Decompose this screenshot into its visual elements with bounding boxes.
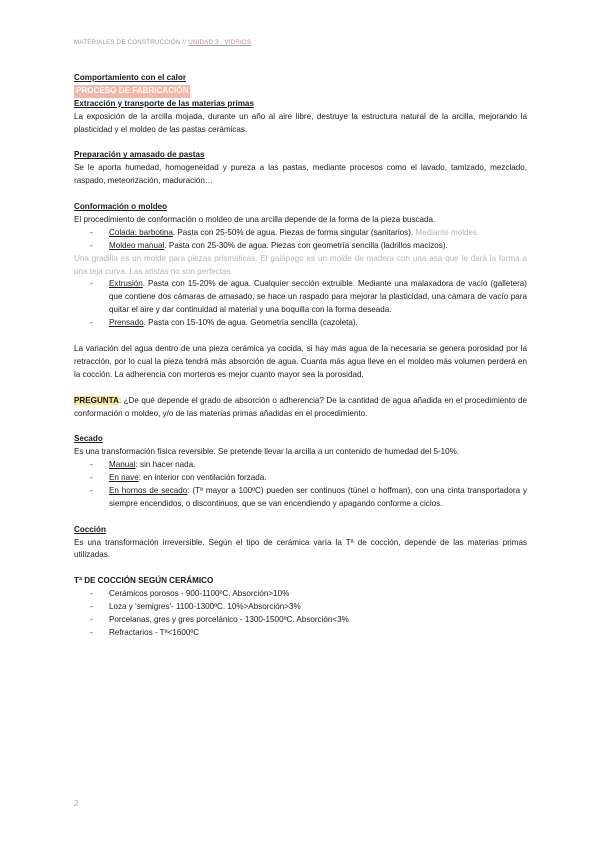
- section-title-calor: Comportamiento con el calor: [74, 73, 186, 82]
- list-item: [74, 459, 527, 472]
- list-marker: -: [90, 460, 93, 470]
- paragraph-preparacion: Se le aporta humedad, homogeneidad y pureza a las pastas, mediante procesos como el lavado, tamizado, mezclado, raspado, meteorización, maduración…: [74, 163, 527, 186]
- list-marker: -: [90, 318, 93, 328]
- header-unit-link[interactable]: UNIDAD 3 . VIDRIOS: [188, 39, 252, 46]
- term-en-nave: En nave: [109, 473, 139, 483]
- paragraph-conformacion-intro: El procedimiento de conformación o moldeo de una arcilla depende de la forma de la pieza buscada.: [74, 214, 436, 224]
- paragraph-coccion: Es una transformación irreversible. Según el tipo de cerámica varía la Tª de cocción, depende de las materias primas utilizadas.: [74, 537, 527, 560]
- list-item: [74, 317, 527, 330]
- list-marker: -: [90, 485, 93, 495]
- term-colada: Colada: barbotina: [109, 227, 173, 237]
- list-marker: -: [90, 602, 93, 612]
- item-text: . Pasta con 25-30% de agua. Piezas con geometría sencilla (ladrillos macizos).: [164, 240, 448, 250]
- list-temperaturas: [74, 588, 527, 640]
- item-text: Refractarios - Tª<1600ºC: [109, 627, 200, 637]
- section-title-preparacion: Preparación y amasado de pastas: [74, 150, 205, 160]
- section-title-secado: Secado: [74, 434, 103, 444]
- item-text: : (Tª mayor a 100ºC) pueden ser continuos (túnel o hoffman), con una cinta transportadora y siempre encendidos, o discontinuos, que se van encendiendo y apagando conforme a ciclos.: [109, 485, 527, 508]
- list-item: [74, 278, 527, 317]
- header-prefix: MATERIALES DE CONSTRUCCIÓN //: [74, 39, 189, 46]
- item-text: . Pasta con 25-50% de agua. Piezas de forma singular (sanitarios).: [172, 227, 416, 237]
- list-marker: -: [90, 227, 93, 237]
- list-secado-methods: [74, 459, 527, 511]
- list-item: [74, 627, 527, 640]
- paragraph-extraccion: La exposición de la arcilla mojada, durante un año al aire libre, destruye la estructura natural de la arcilla, mejorando la plasticidad y el moldeo de las pastas cerámicas.: [74, 111, 527, 134]
- list-marker: -: [90, 614, 93, 624]
- list-marker: -: [90, 627, 93, 637]
- paragraph-variacion-agua: La variación del agua dentro de una pieza cerámica ya cocida, si hay más agua de la necesaria se genera porosidad por la retracción, por lo cual la pieza tendrá más absorción de agua. Cuanta más agua lleve en el moldeo más volumen perderá en la cocción. La adherencia con morteros es mejor cuanto mayor sea la porosidad.: [74, 343, 527, 379]
- list-item: [74, 240, 527, 253]
- list-item: [74, 227, 527, 240]
- list-item: [74, 485, 527, 511]
- paragraph-secado-intro: Es una transformación física reversible. Se pretende llevar la arcilla a un contenido de humedad del 5-10%.: [74, 447, 460, 457]
- list-item: [74, 601, 527, 614]
- term-prensado: Prensado: [109, 318, 144, 328]
- item-text: . Pasta con 15-10% de agua. Geometría sencilla (cazoleta).: [143, 318, 358, 328]
- section-banner-fabricacion: PROCESO DE FABRICACIÓN: [74, 85, 190, 98]
- section-title-conformacion: Conformación o moldeo: [74, 202, 168, 212]
- pregunta-text: : ¿De qué depende el grado de absorción o adherencia? De la cantidad de agua añadida en el procedimiento de conformación o moldeo, y/o de las materias primas añadidas en el procedimiento.: [74, 395, 527, 418]
- list-item: [74, 588, 527, 601]
- list-marker: -: [90, 279, 93, 289]
- note-gradilla: Una gradilla es un molde para piezas prismáticas. El galápago es un molde de madera con una asa que le dará la forma a una teja curva. Las aristas no son perfectas.: [74, 253, 527, 276]
- list-marker: -: [90, 589, 93, 599]
- list-marker: -: [90, 240, 93, 250]
- paragraph-pregunta: [74, 395, 527, 421]
- section-title-temperaturas: Tª DE COCCIÓN SEGÚN CERÁMICO: [74, 576, 214, 586]
- item-note: Mediante moldes.: [415, 227, 480, 237]
- list-item: [74, 472, 527, 485]
- term-manual: Manual: [109, 460, 136, 470]
- pregunta-label: PREGUNTA: [74, 395, 119, 405]
- item-text: Loza y 'semigres'- 1100-1300ºC. 10%>Absorción>3%: [109, 602, 301, 612]
- list-conformacion-methods: [74, 227, 527, 253]
- list-conformacion-methods-2: [74, 278, 527, 330]
- item-text: : en interior con ventilación forzada.: [138, 473, 267, 483]
- document-body: [74, 72, 527, 640]
- item-text: Cerámicos porosos - 900-1100ºC. Absorción>10%: [109, 589, 290, 599]
- section-title-extraccion: Extracción y transporte de las materias primas: [74, 98, 254, 108]
- term-extrusion: Extrusión: [109, 279, 143, 289]
- term-moldeo-manual: Moldeo manual: [109, 240, 165, 250]
- term-hornos-secado: En hornos de secado: [109, 485, 188, 495]
- list-item: [74, 614, 527, 627]
- running-header: [74, 39, 251, 46]
- section-title-coccion: Cocción: [74, 524, 106, 534]
- page-number: 2: [74, 799, 79, 808]
- item-text: Porcelanas, gres y gres porcelánico - 1300-1500ºC. Absorción<3%: [109, 614, 349, 624]
- list-marker: -: [90, 473, 93, 483]
- item-text: . Pasta con 15-20% de agua. Cualquier sección extruible. Mediante una malaxadora de vacío (galletera) que contiene dos cámaras de amasado, se hace un raspado para mejorar la plasticidad, una cámara de vacío para quitar el aire y dar continuidad al material y una boquilla con la forma deseada.: [109, 279, 527, 315]
- item-text: : sin hacer nada.: [135, 460, 196, 470]
